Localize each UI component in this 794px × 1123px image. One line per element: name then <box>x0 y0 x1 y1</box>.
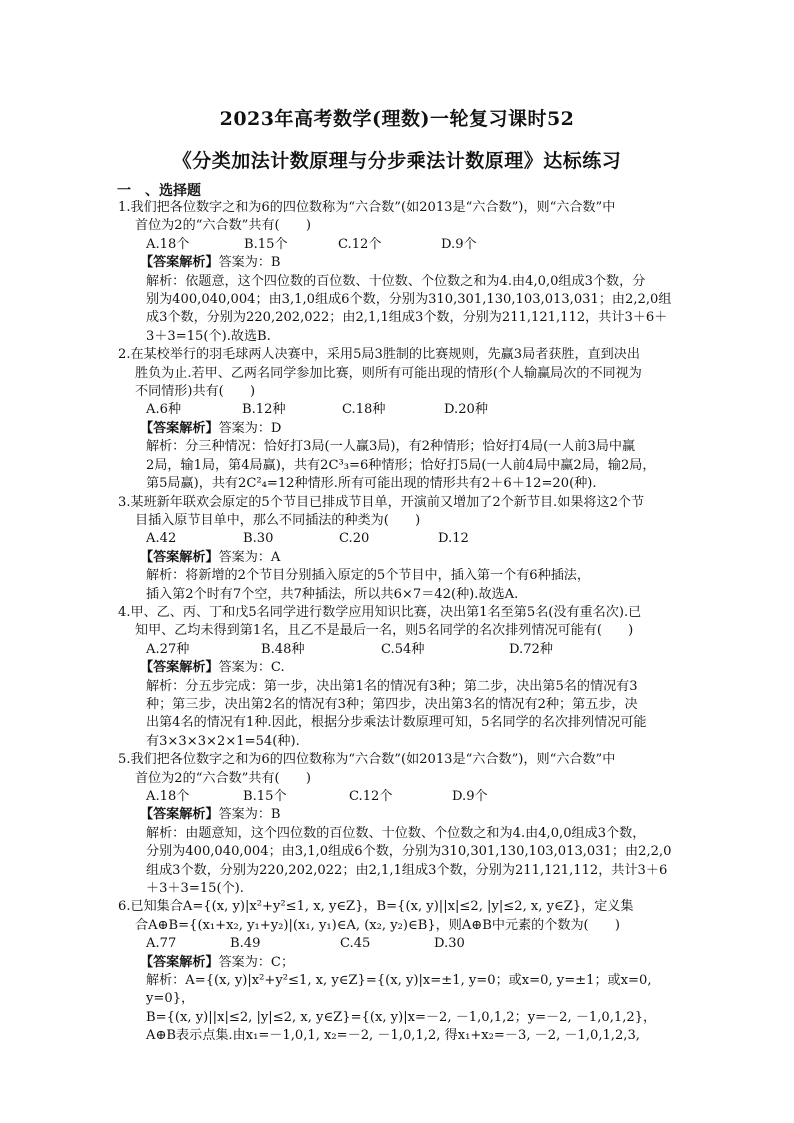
option-d: D.9个 <box>452 789 488 804</box>
option-d: D.12 <box>438 531 469 547</box>
option-c: C.12个 <box>338 236 382 252</box>
questions-list <box>118 199 698 1046</box>
answer-options <box>118 788 698 806</box>
question-text-line: 5.我们把各位数字之和为6的四位数称为“六合数”(如2013是“六合数”)，则“六合数”中 <box>118 752 616 768</box>
option-b: B.12种 <box>242 402 286 418</box>
answer-tag: 【答案解析】 <box>140 954 219 970</box>
option-c: C.45 <box>340 936 371 952</box>
option-d: D.9个 <box>441 236 477 252</box>
option-d: D.72种 <box>509 641 553 657</box>
question-5 <box>118 751 698 898</box>
answer-options <box>118 935 698 953</box>
explanation-line: 组成3个数，分别为220,202,022；由2,1,1组成3个数，分别为211,121,112，共计3＋6 <box>146 862 668 878</box>
question-text-line: 2.在某校举行的羽毛球两人决赛中，采用5局3胜制的比赛规则，先赢3局者获胜，直到决出 <box>118 347 640 363</box>
explanation-line: 解析：分五步完成：第一步，决出第1名的情况有3种；第二步，决出第5名的情况有3 <box>146 678 638 694</box>
option-a: A.18个 <box>146 789 190 804</box>
question-4 <box>118 604 698 751</box>
answer-tag: 【答案解析】 <box>140 549 219 565</box>
explanation-line: 第5局赢)，共有2C²₄=12种情形.所有可能出现的情形共有2＋6＋12=20(种). <box>146 476 597 492</box>
question-text-line: 1.我们把各位数字之和为6的四位数称为“六合数”(如2013是“六合数”)，则“六合数”中 <box>118 200 616 215</box>
explanation-line: 解析：A={(x, y)|x²+y²≤1, x, y∈Z}={(x, y)|x=±1, y=0；或x=0, y=±1；或x=0, <box>146 973 652 989</box>
explanation-line: y=0}， <box>146 991 195 1007</box>
document-title: 2023年高考数学(理数)一轮复习课时52 <box>219 108 575 130</box>
option-c: C.12个 <box>349 789 393 804</box>
answer-tag: 【答案解析】 <box>140 807 219 823</box>
answer-line <box>118 806 698 824</box>
option-a: A.18个 <box>146 236 190 252</box>
question-6 <box>118 898 698 1045</box>
explanation-line: B={(x, y)||x|≤2, |y|≤2, x, y∈Z}={(x, y)|x=－2, －1,0,1,2；y=－2, －1,0,1,2}， <box>146 1009 657 1025</box>
answer-options <box>118 401 698 419</box>
answer-line <box>118 254 698 272</box>
answer-line <box>118 549 698 567</box>
section-heading: 一 、选择题 <box>117 183 201 199</box>
answer-tag: 【答案解析】 <box>140 255 219 271</box>
question-3 <box>118 494 698 604</box>
option-a: A.6种 <box>146 402 182 418</box>
question-text-line: 4.甲、乙、丙、丁和戊5名同学进行数学应用知识比赛，决出第1名至第5名(没有重名次).已 <box>118 604 642 620</box>
question-text-line: 首位为2的“六合数”共有( ) <box>135 770 311 786</box>
answer-text: 答案为：B <box>218 255 281 271</box>
question-text-line: 3.某班新年联欢会原定的5个节目已排成节目单，开演前又增加了2个新节目.如果将这2个节 <box>118 494 645 510</box>
answer-options <box>118 641 698 659</box>
question-text-line: 6.已知集合A={(x, y)|x²+y²≤1, x, y∈Z}，B={(x, y)||x|≤2, |y|≤2, x, y∈Z}，定义集 <box>118 899 634 915</box>
answer-text: 答案为：A <box>218 549 281 565</box>
answer-options <box>118 530 698 548</box>
option-c: C.18种 <box>342 402 386 418</box>
explanation-line: 解析：将新增的2个节目分别插入原定的5个节目中，插入第一个有6种插法， <box>146 568 590 584</box>
option-b: B.48种 <box>261 641 305 657</box>
answer-line <box>118 954 698 972</box>
explanation-line: 解析：依题意，这个四位数的百位数、十位数、个位数之和为4.由4,0,0组成3个数，分 <box>146 273 646 289</box>
explanation-line: 种；第三步，决出第2名的情况有3种；第四步，决出第3名的情况有2种；第五步，决 <box>146 696 638 712</box>
option-d: D.30 <box>434 936 465 952</box>
option-d: D.20种 <box>444 402 488 418</box>
answer-text: 答案为：C. <box>218 660 285 676</box>
option-b: B.15个 <box>244 236 288 252</box>
question-2 <box>118 346 698 493</box>
explanation-line: 别为400,040,004；由3,1,0组成6个数，分别为310,301,130,103,013,031；由2,2,0组 <box>146 292 672 308</box>
explanation-line: 解析：由题意知，这个四位数的百位数、十位数、个位数之和为4.由4,0,0组成3个数， <box>146 825 646 841</box>
option-c: C.54种 <box>381 641 425 657</box>
answer-line <box>118 659 698 677</box>
explanation-line: 有3×3×3×2×1=54(种). <box>146 733 300 749</box>
question-text-line: 胜负为止.若甲、乙两名同学参加比赛，则所有可能出现的情形(个人输赢局次的不同视为 <box>135 365 642 381</box>
explanation-line: 分别为400,040,004；由3,1,0组成6个数，分别为310,301,130,103,013,031；由2,2,0 <box>146 844 672 860</box>
explanation-line: 解析：分三种情况：恰好打3局(一人赢3局)，有2种情形；恰好打4局(一人前3局中赢 <box>146 439 636 455</box>
option-a: A.27种 <box>146 641 190 657</box>
answer-options <box>118 236 698 254</box>
answer-text: 答案为：B <box>218 807 281 823</box>
question-text-line: 合A⊕B={(x₁+x₂, y₁+y₂)|(x₁, y₁)∈A, (x₂, y₂)∈B}，则A⊕B中元素的个数为( ) <box>135 917 620 933</box>
explanation-line: ＋3＋3=15(个). <box>146 881 244 897</box>
question-text-line: 首位为2的“六合数”共有( ) <box>135 218 311 234</box>
explanation-line: 3＋3=15(个).故选B. <box>146 328 271 344</box>
document-subtitle: 《分类加法计数原理与分步乘法计数原理》达标练习 <box>172 150 622 172</box>
question-text-line: 知甲、乙均未得到第1名，且乙不是最后一名，则5名同学的名次排列情况可能有( ) <box>135 623 634 639</box>
option-c: C.20 <box>339 531 370 547</box>
answer-tag: 【答案解析】 <box>140 660 219 676</box>
explanation-line: 成3个数，分别为220,202,022；由2,1,1组成3个数，分别为211,121,112，共计3＋6＋ <box>146 310 668 326</box>
answer-tag: 【答案解析】 <box>140 420 219 436</box>
explanation-line: 2局，输1局，第4局赢)，共有2C³₃=6种情形；恰好打5局(一人前4局中赢2局，输2局， <box>146 457 656 473</box>
question-text-line: 不同情形)共有( ) <box>135 384 256 400</box>
answer-text: 答案为：C； <box>218 954 295 970</box>
option-b: B.15个 <box>243 789 287 804</box>
option-a: A.42 <box>146 531 177 547</box>
option-b: B.30 <box>243 531 274 547</box>
option-b: B.49 <box>230 936 261 952</box>
answer-text: 答案为：D <box>218 420 282 436</box>
question-text-line: 目插入原节目单中，那么不同插法的种类为( ) <box>135 512 421 528</box>
explanation-line: 插入第2个时有7个空，共7种插法，所以共6×7＝42(种).故选A. <box>146 586 519 602</box>
explanation-line: A⊕B表示点集.由x₁=－1,0,1, x₂=－2, －1,0,1,2, 得x₁+x₂=－3, －2, －1,0,1,2,3, <box>146 1028 640 1044</box>
question-1 <box>118 199 698 346</box>
option-a: A.77 <box>146 936 177 952</box>
answer-line <box>118 420 698 438</box>
explanation-line: 出第4名的情况有1种.因此，根据分步乘法计数原理可知，5名同学的名次排列情况可能 <box>146 715 647 731</box>
